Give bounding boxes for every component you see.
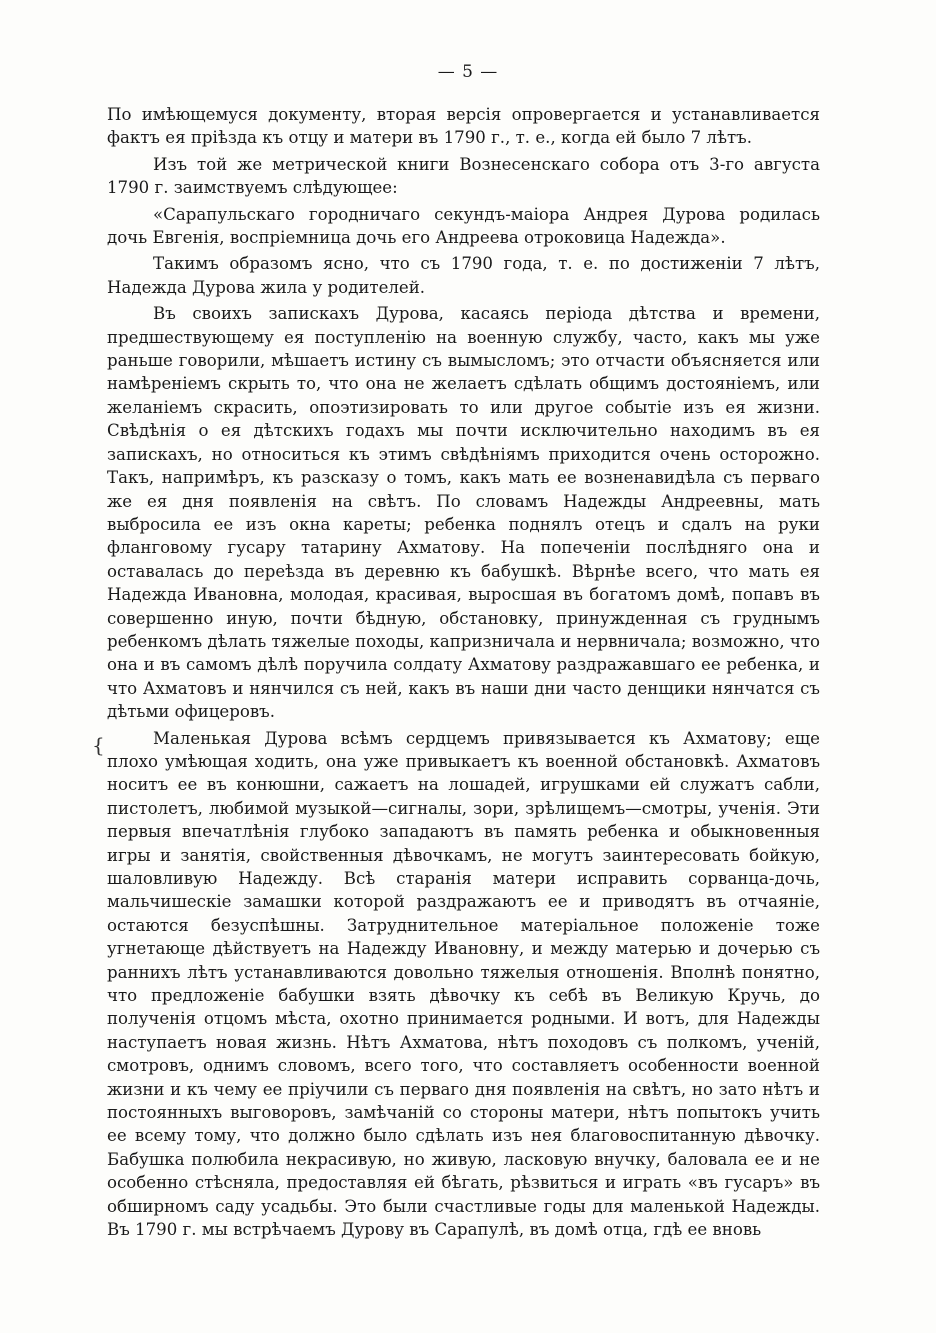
page-number: — 5 —: [437, 62, 499, 82]
paragraph: Маленькая Дурова всѣмъ сердцемъ привязывается къ Ахматову; еще плохо умѣющая ходить, она уже привыкаетъ къ военной обстановкѣ. Ахматовъ носитъ ее въ конюшни, сажаетъ на лошадей, игрушками ей служатъ сабли, пистолетъ, любимой музыкой—сигналы, зори, зрѣлищемъ—смотры, ученія. Эти первыя впечатлѣнія глубоко западаютъ въ память ребенка и обыкновенныя игры и занятія, свойственныя дѣвочкамъ, не могутъ заинтересовать бойкую, шаловливую Надежду. Всѣ старанія матери исправить сорванца-дочь, мальчишескіе замашки которой раздражаютъ ее и приводятъ въ отчаяніе, остаются безуспѣшны. Затруднительное матеріальное положеніе тоже угнетающе дѣйствуетъ на Надежду Ивановну, и между матерью и дочерью съ раннихъ лѣтъ устанавливаются довольно тяжелыя отношенія. Вполнѣ понятно, что предложеніе бабушки взять дѣвочку къ себѣ въ Великую Кручь, до полученія отцомъ мѣста, охотно принимается родными. И вотъ, для Надежды наступаетъ новая жизнь. Нѣтъ Ахматова, нѣтъ походовъ съ полкомъ, ученій, смотровъ, однимъ словомъ, всего того, что составляетъ особенности военной жизни и къ чему ее пріучили съ перваго дня появленія на свѣтъ, но зато нѣтъ и постоянныхъ выговоровъ, замѣчаній со стороны матери, нѣтъ попытокъ учить ее всему тому, что должно было сдѣлать изъ нея благовоспитанную дѣвочку. Бабушка полюбила некрасивую, но живую, ласковую внучку, баловала ее и не особенно стѣсняла, предоставляя ей бѣгать, рѣзвиться и играть «въ гусаръ» въ обширномъ саду усадьбы. Это были счастливые годы для маленькой Надежды. Въ 1790 г. мы встрѣчаемъ Дурову въ Сарапулѣ, въ домѣ отца, гдѣ ее вновь: [107, 728, 820, 1240]
margin-bracket-mark: {: [92, 733, 105, 757]
quotation-paragraph: «Сарапульскаго городничаго секундъ-маіора Андрея Дурова родилась дочь Евгенія, воспріемница дочь его Андреева отроковица Надежда».: [107, 204, 820, 248]
body-text: [107, 103, 820, 1245]
paragraph: По имѣющемуся документу, вторая версія опровергается и устанавливается фактъ ея пріѣзда къ отцу и матери въ 1790 г., т. е., когда ей было 7 лѣтъ.: [107, 105, 820, 148]
paragraph: Въ своихъ запискахъ Дурова, касаясь періода дѣтства и времени, предшествующему ея поступленію на военную службу, часто, какъ мы уже раньше говорили, мѣшаетъ истину съ вымысломъ; это отчасти объясняется или намѣреніемъ скрыть то, что она не желаетъ сдѣлать общимъ достояніемъ, или желаніемъ скрасить, опоэтизировать то или другое событіе изъ ея жизни. Свѣдѣнія о ея дѣтскихъ годахъ мы почти исключительно находимъ въ ея запискахъ, но относиться къ этимъ свѣдѣніямъ приходится очень осторожно. Такъ, напримѣръ, къ разсказу о томъ, какъ мать ее возненавидѣла съ перваго же ея дня появленія на свѣтъ. По словамъ Надежды Андреевны, мать выбросила ее изъ окна кареты; ребенка поднялъ отецъ и сдалъ на руки фланговому гусару татарину Ахматову. На попеченіи послѣдняго она и оставалась до переѣзда въ деревню къ бабушкѣ. Вѣрнѣе всего, что мать ея Надежда Ивановна, молодая, красивая, выросшая въ богатомъ домѣ, попавъ въ совершенно иную, почти бѣдную, обстановку, принужденная съ груднымъ ребенкомъ дѣлать тяжелые походы, капризничала и нервничала; возможно, что она и въ самомъ дѣлѣ поручила солдату Ахматову раздражавшаго ее ребенка, и что Ахматовъ и нянчился съ ней, какъ въ наши дни часто денщики нянчатся съ дѣтьми офицеровъ.: [107, 304, 821, 722]
paragraph: Такимъ образомъ ясно, что съ 1790 года, т. е. по достиженіи 7 лѣтъ, Надежда Дурова жила у родителей.: [107, 254, 820, 297]
paragraph: Изъ той же метрической книги Вознесенскаго собора отъ 3-го августа 1790 г. заимствуемъ слѣдующее:: [107, 154, 820, 198]
